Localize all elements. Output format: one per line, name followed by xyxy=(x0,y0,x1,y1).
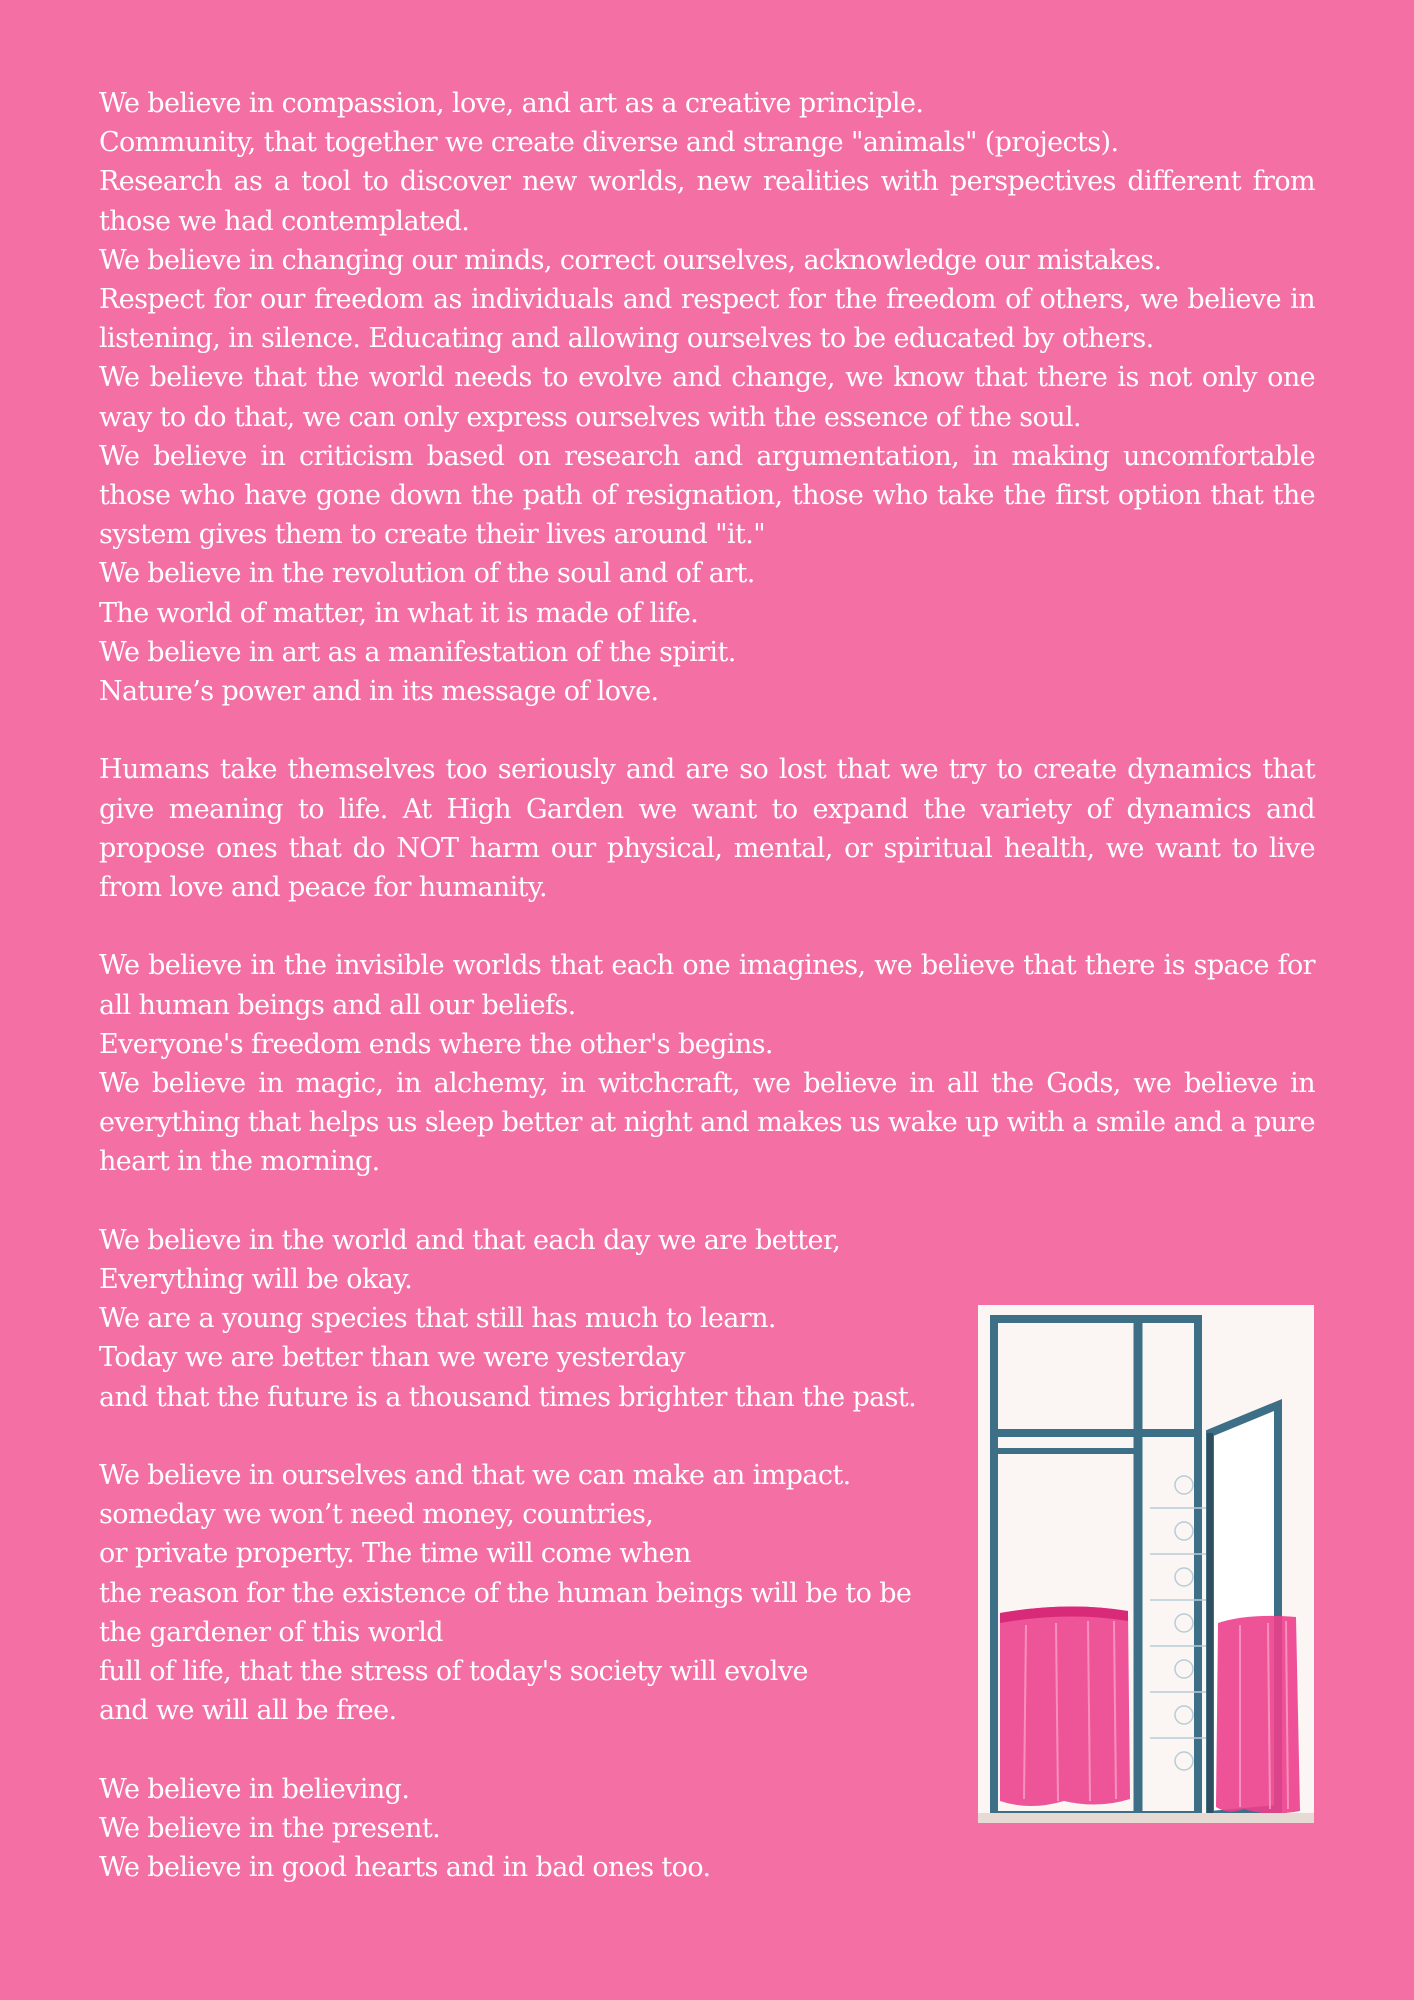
line-6: We believe that the world needs to evolve and change, we know that there is not only one way to do that, we can only express ourselves with the essence of the soul. xyxy=(99,362,1315,433)
line-3: Research as a tool to discover new worlds, new realities with perspectives different from those we had contemplated. xyxy=(99,166,1315,237)
line-29: We believe in the present. xyxy=(99,1812,441,1844)
line-28: We believe in believing. xyxy=(99,1773,410,1805)
high-garden-paragraph: Humans take themselves too seriously and are so lost that we try to create dynamics that give meaning to life. At High Garden we want to expand the variety of dynamics and propose ones that do NOT harm our physical, mental, or spiritual health, we want to live from love and peace for humanity. xyxy=(99,754,1315,904)
line-19: Today we are better than we were yesterday xyxy=(99,1342,685,1374)
line-8: We believe in the revolution of the soul and of art. xyxy=(99,558,755,590)
line-5: Respect for our freedom as individuals and respect for the freedom of others, we believe in listening, in silence. Educating and allowing ourselves to be educated by others. xyxy=(99,284,1315,355)
line-10: We believe in art as a manifestation of the spirit. xyxy=(99,636,736,668)
line-15: We believe in magic, in alchemy, in witchcraft, we believe in all the Gods, we believe in everything that helps us sleep better at night and makes us wake up with a smile and a pure heart in the morning. xyxy=(99,1068,1315,1178)
line-17: Everything will be okay. xyxy=(99,1264,413,1296)
window-sill xyxy=(978,1813,1314,1823)
line-16: We believe in the world and that each day we are better, xyxy=(99,1224,841,1256)
line-7: We believe in criticism based on research and argumentation, in making uncomfortable those who have gone down the path of resignation, those who take the first option that the system gives them to create their lives around "it." xyxy=(99,440,1315,551)
line-13: We believe in the invisible worlds that each one imagines, we believe that there is space for all human beings and all our beliefs. xyxy=(99,950,1315,1021)
line-2: Community, that together we create diverse and strange "animals" (projects). xyxy=(99,127,1119,159)
spacer xyxy=(99,711,1315,750)
line-1: We believe in compassion, love, and art as a creative principle. xyxy=(99,88,924,119)
line-4: We believe in changing our minds, correct ourselves, acknowledge our mistakes. xyxy=(99,244,1162,276)
line-14: Everyone's freedom ends where the other's begins. xyxy=(99,1028,773,1060)
line-23: or private property. The time will come when xyxy=(99,1538,691,1570)
line-20: and that the future is a thousand times brighter than the past. xyxy=(99,1381,917,1413)
line-18: We are a young species that still has much to learn. xyxy=(99,1303,776,1335)
line-25: the gardener of this world xyxy=(99,1616,443,1648)
line-27: and we will all be free. xyxy=(99,1695,397,1727)
line-21: We believe in ourselves and that we can make an impact. xyxy=(99,1460,851,1492)
spacer xyxy=(99,1182,1315,1221)
left-curtain xyxy=(1000,1606,1130,1806)
line-9: The world of matter, in what it is made of life. xyxy=(99,597,699,629)
line-22: someday we won’t need money, countries, xyxy=(99,1499,654,1531)
line-24: the reason for the existence of the human beings will be to be xyxy=(99,1577,912,1609)
line-11: Nature’s power and in its message of love. xyxy=(99,676,659,708)
line-26: full of life, that the stress of today's society will evolve xyxy=(99,1656,808,1688)
window-with-pink-curtains-icon xyxy=(978,1305,1314,1823)
line-30: We believe in good hearts and in bad ones too. xyxy=(99,1852,711,1884)
spacer xyxy=(99,907,1315,946)
